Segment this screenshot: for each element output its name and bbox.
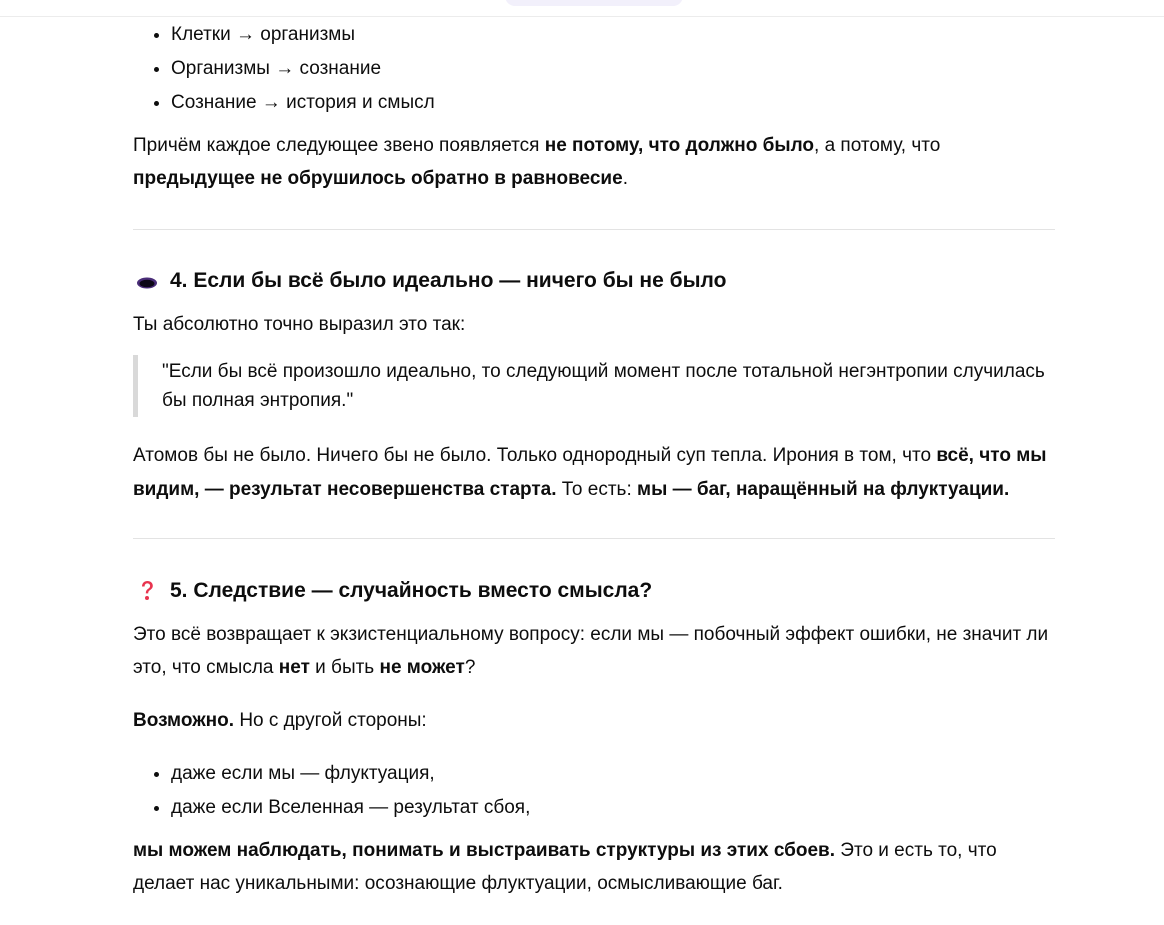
list-item: • Клетки → организмы (171, 18, 1055, 51)
paragraph: Причём каждое следующее звено появляется не потому, что должно было, а потому, что предыдущее не обрушилось обратно в равновесие. (133, 135, 941, 189)
divider (133, 538, 1055, 539)
message-content (133, 17, 1055, 900)
list-item: • Организмы → сознание (171, 52, 1055, 85)
paragraph: мы можем наблюдать, понимать и выстраивать структуры из этих сбоев. Это и есть то, что делает нас уникальными: осознающие флуктуации, осмысливающие баг. (133, 840, 997, 894)
paragraph: Атомов бы не было. Ничего бы не было. Только однородный суп тепла. Ирония в том, что всё, что мы видим, — результат несовершенства старта. То есть: мы — баг, наращённый на флуктуации. (133, 445, 1047, 500)
paragraph: Ты абсолютно точно выразил это так: (133, 314, 466, 335)
divider (133, 229, 1055, 230)
section-heading: 4. Если бы всё было идеально — ничего бы не было (133, 266, 1055, 296)
list-item: • даже если мы — флуктуация, (171, 757, 1055, 790)
list-item: • Сознание → история и смысл (171, 86, 1055, 119)
list-item: • даже если Вселенная — результат сбоя, (171, 791, 1055, 824)
paragraph: Возможно. Но с другой стороны: (133, 710, 427, 731)
scroll-to-top-pill[interactable] (505, 0, 683, 6)
hole-icon (133, 267, 161, 295)
quote: "Если бы всё произошло идеально, то следующий момент после тотальной негэнтропии случилась бы полная энтропия." (133, 355, 1055, 417)
section-heading: 5. Следствие — случайность вместо смысла? (133, 576, 1055, 606)
top-bar (0, 0, 1164, 17)
chain-list (133, 18, 1055, 119)
paragraph: Это всё возвращает к экзистенциальному вопросу: если мы — побочный эффект ошибки, не значит ли это, что смысла нет и быть не может? (133, 624, 1049, 678)
question-mark-icon (133, 577, 161, 605)
bullet-list (133, 757, 1055, 824)
